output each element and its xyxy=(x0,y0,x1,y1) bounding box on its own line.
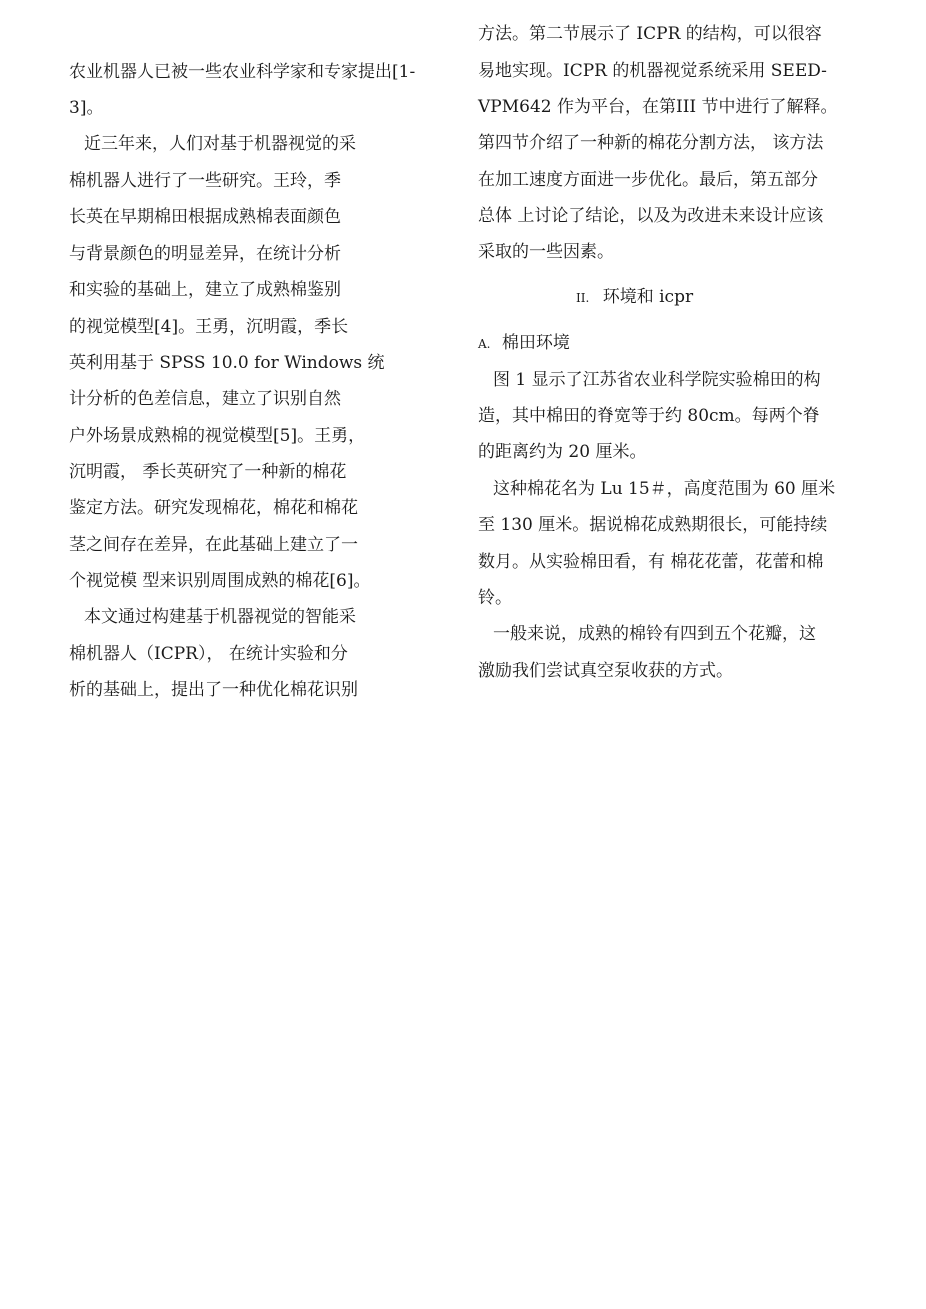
subsection-heading xyxy=(478,333,570,353)
text-line: 棉机器人进行了一些研究。王玲，季 xyxy=(69,171,341,191)
text-line: 棉机器人（ICPR）， 在统计实验和分 xyxy=(69,644,348,664)
text-line: 易地实现。ICPR 的机器视觉系统采用 SEED- xyxy=(478,61,827,81)
subsection-title: 棉田环境 xyxy=(501,333,570,353)
text-line: 在加工速度方面进一步优化。最后，第五部分 xyxy=(478,170,818,190)
section-number: II. xyxy=(576,291,590,305)
text-line: 农业机器人已被一些农业科学家和专家提出[1- xyxy=(69,62,416,82)
paragraph-start-line: 近三年来，人们对基于机器视觉的采 xyxy=(84,134,356,154)
paragraph-start-line: 一般来说，成熟的棉铃有四到五个花瓣，这 xyxy=(493,624,816,644)
text-line: 方法。第二节展示了 ICPR 的结构，可以很容 xyxy=(478,24,822,44)
text-line: 总体 上讨论了结论，以及为改进未来设计应该 xyxy=(478,206,824,226)
text-line: 析的基础上，提出了一种优化棉花识别 xyxy=(69,680,358,700)
text-line: 户外场景成熟棉的视觉模型[5]。王勇， xyxy=(69,426,366,446)
text-line: 与背景颜色的明显差异，在统计分析 xyxy=(69,244,341,264)
section-title: 环境和 icpr xyxy=(602,287,694,307)
text-line: 沉明霞， 季长英研究了一种新的棉花 xyxy=(69,462,347,482)
text-line: VPM642 作为平台，在第III 节中进行了解释。 xyxy=(478,97,838,117)
text-line: 和实验的基础上，建立了成熟棉鉴别 xyxy=(69,280,341,300)
paragraph-start-line: 这种棉花名为 Lu 15＃，高度范围为 60 厘米 xyxy=(493,479,836,499)
text-line: 的距离约为 20 厘米。 xyxy=(478,442,647,462)
text-line: 长英在早期棉田根据成熟棉表面颜色 xyxy=(69,207,341,227)
text-line: 数月。从实验棉田看，有 棉花花蕾，花蕾和棉 xyxy=(478,552,824,572)
section-heading xyxy=(576,287,693,307)
text-line: 采取的一些因素。 xyxy=(478,242,614,262)
text-line: 的视觉模型[4]。王勇，沉明霞，季长 xyxy=(69,317,349,337)
text-line: 茎之间存在差异，在此基础上建立了一 xyxy=(69,535,358,555)
subsection-letter: A. xyxy=(478,337,491,351)
text-line: 鉴定方法。研究发现棉花，棉花和棉花 xyxy=(69,498,358,518)
text-line: 至 130 厘米。据说棉花成熟期很长，可能持续 xyxy=(478,515,828,535)
text-line: 第四节介绍了一种新的棉花分割方法， 该方法 xyxy=(478,133,824,153)
text-line: 计分析的色差信息，建立了识别自然 xyxy=(69,389,341,409)
paragraph-start-line: 图 1 显示了江苏省农业科学院实验棉田的构 xyxy=(493,370,821,390)
text-line: 3]。 xyxy=(69,98,104,118)
paragraph-start-line: 本文通过构建基于机器视觉的智能采 xyxy=(84,607,356,627)
text-line: 个视觉模 型来识别周围成熟的棉花[6]。 xyxy=(69,571,371,591)
text-line: 造，其中棉田的脊宽等于约 80cm。每两个脊 xyxy=(478,406,820,426)
text-line: 激励我们尝试真空泵收获的方式。 xyxy=(478,661,733,681)
text-line: 铃。 xyxy=(478,588,512,608)
text-line: 英利用基于 SPSS 10.0 for Windows 统 xyxy=(69,353,385,373)
